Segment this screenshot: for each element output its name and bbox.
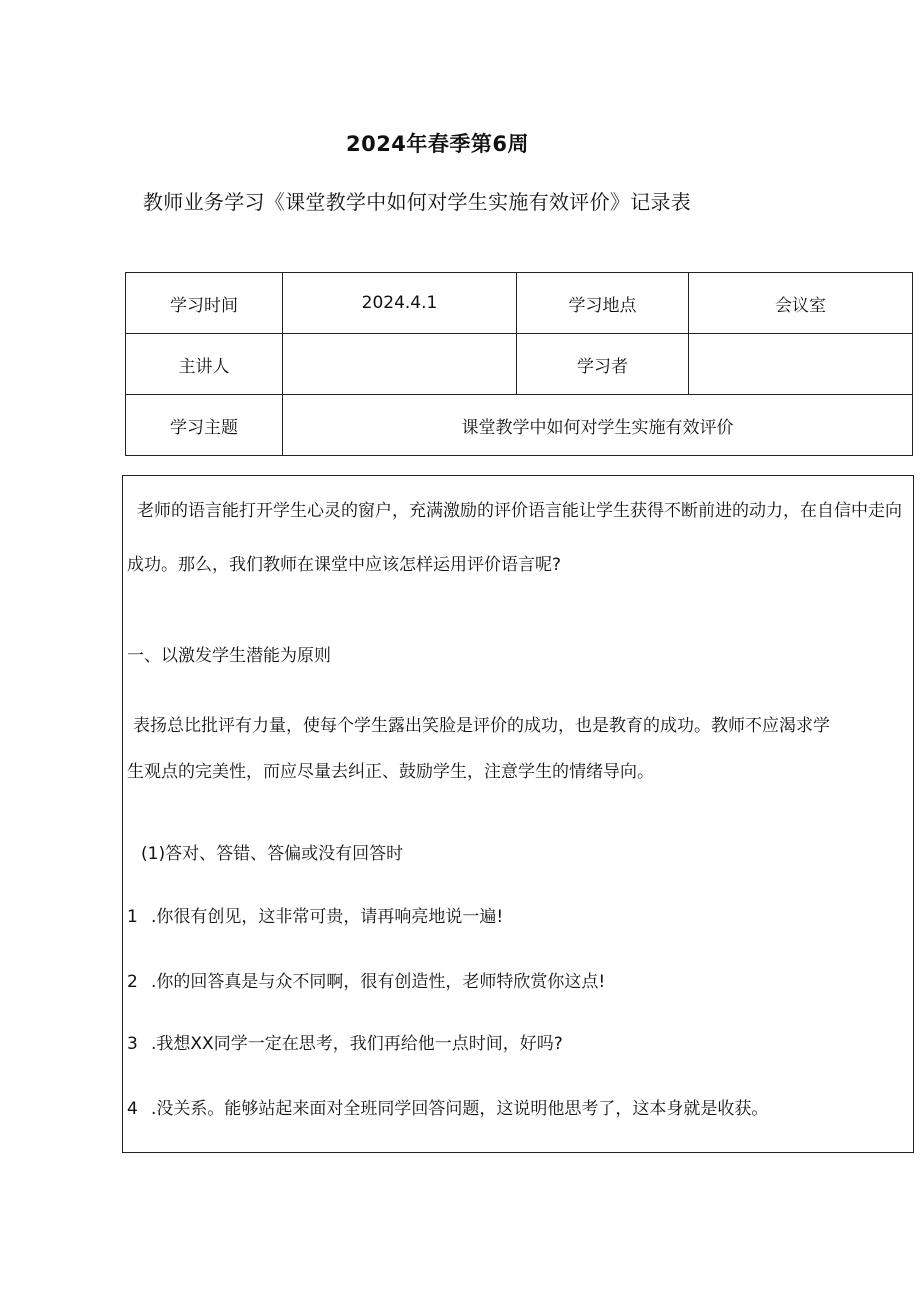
list-item-number: 1 [127,907,138,927]
list-item [127,1034,907,1054]
sub-heading: (1)答对、答错、答偏或没有回答时 [141,844,404,864]
speaker-label: 主讲人 [126,334,283,395]
list-item-text: .你很有创见，这非常可贵，请再响亮地说一遍! [151,907,504,927]
learner-value [689,334,913,395]
intro-paragraph: 老师的语言能打开学生心灵的窗户，充满激励的评价语言能让学生获得不断前进的动力，在自信中走向成功。那么，我们教师在课堂中应该怎样运用评价语言呢? [127,501,902,575]
week-title: 2024年春季第6周 [345,132,530,156]
topic-label: 学习主题 [126,395,283,456]
table-row [126,334,913,395]
list-item [127,972,907,992]
speaker-value [283,334,517,395]
section-paragraph-line: 表扬总比批评有力量，使每个学生露出笑脸是评价的成功，也是教育的成功。教师不应渴求学 [133,716,830,736]
list-item-text: .你的回答真是与众不同啊，很有创造性，老师特欣赏你这点! [151,972,606,992]
time-value: 2024.4.1 [283,273,517,334]
section-paragraph-line: 生观点的完美性，而应尽量去纠正、鼓励学生，注意学生的情绪导向。 [127,762,654,782]
list-item [127,907,907,927]
list-item-text: .我想XX同学一定在思考，我们再给他一点时间，好吗? [151,1034,563,1054]
list-item [127,1099,907,1119]
list-item-text: .没关系。能够站起来面对全班同学回答问题，这说明他思考了，这本身就是收获。 [151,1099,769,1119]
list-item-number: 3 [127,1034,138,1054]
info-table [125,272,913,456]
document-title: 教师业务学习《课堂教学中如何对学生实施有效评价》记录表 [143,190,692,214]
content-box [122,475,914,1153]
place-value: 会议室 [689,273,913,334]
section-heading: 一、以激发学生潜能为原则 [127,646,331,666]
place-label: 学习地点 [517,273,689,334]
time-label: 学习时间 [126,273,283,334]
table-row [126,273,913,334]
table-row [126,395,913,456]
topic-value: 课堂教学中如何对学生实施有效评价 [283,395,913,456]
list-item-number: 4 [127,1099,138,1119]
list-item-number: 2 [127,972,138,992]
learner-label: 学习者 [517,334,689,395]
